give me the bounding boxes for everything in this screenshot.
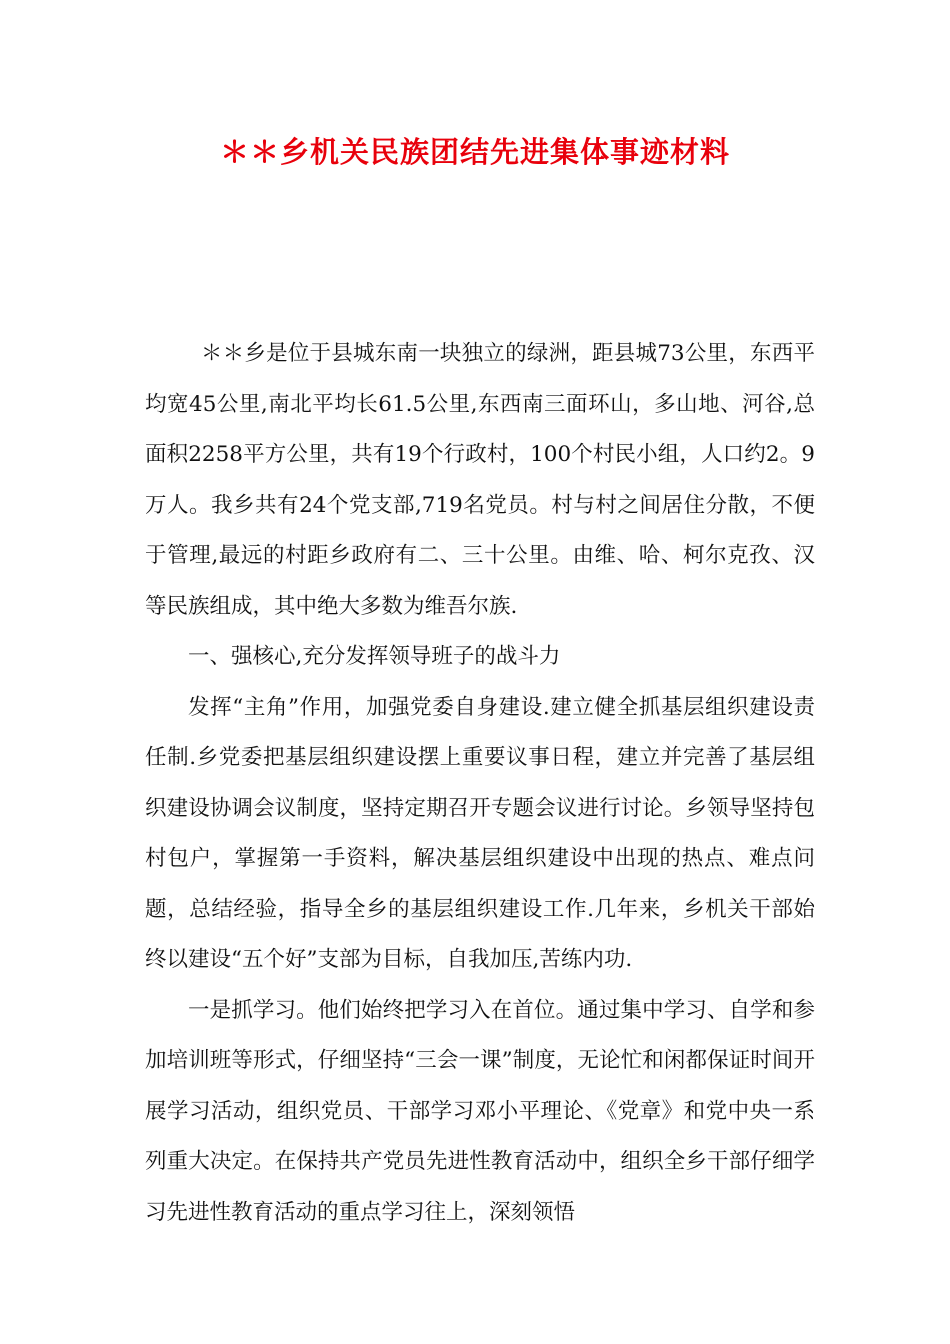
section-heading: 一、强核心,充分发挥领导班子的战斗力 xyxy=(188,644,561,669)
paragraph-study: 一是抓学习。他们始终把学习入在首位。通过集中学习、自学和参加培训班等形式，仔细坚持“三会一课”制度，无论忙和闲都保证时间开展学习活动，组织党员、干部学习邓小平理论、《党章》和党中央一系列重大决定。在保持共产党员先进性教育活动中，组织全乡干部仔细学习先进性教育活动的重点学习往上，深刻领悟 xyxy=(145,997,815,1225)
paragraph-leadership: 发挥“主角”作用，加强党委自身建设.建立健全抓基层组织建设责任制.乡党委把基层组织建设摆上重要议事日程，建立并完善了基层组织建设协调会议制度，坚持定期召开专题会议进行讨论。乡领导坚持包村包户，掌握第一手资料，解决基层组织建设中出现的热点、难点问题，总结经验，指导全乡的基层组织建设工作.几年来，乡机关干部始终以建设“五个好”支部为目标，自我加压,苦练内功. xyxy=(145,694,815,972)
document-title: ＊＊乡机关民族团结先进集体事迹材料 xyxy=(219,135,730,169)
paragraph-intro: ＊＊乡是位于县城东南一块独立的绿洲，距县城73公里，东西平均宽45公里,南北平均长61.5公里,东西南三面环山，多山地、河谷,总面积2258平方公里，共有19个行政村，100个村民小组，人口约2。9万人。我乡共有24个党支部,719名党员。村与村之间居住分散，不便于管理,最远的村距乡政府有二、三十公里。由维、哈、柯尔克孜、汉等民族组成，其中绝大多数为维吾尔族. xyxy=(145,341,815,619)
document-body xyxy=(145,329,815,1238)
